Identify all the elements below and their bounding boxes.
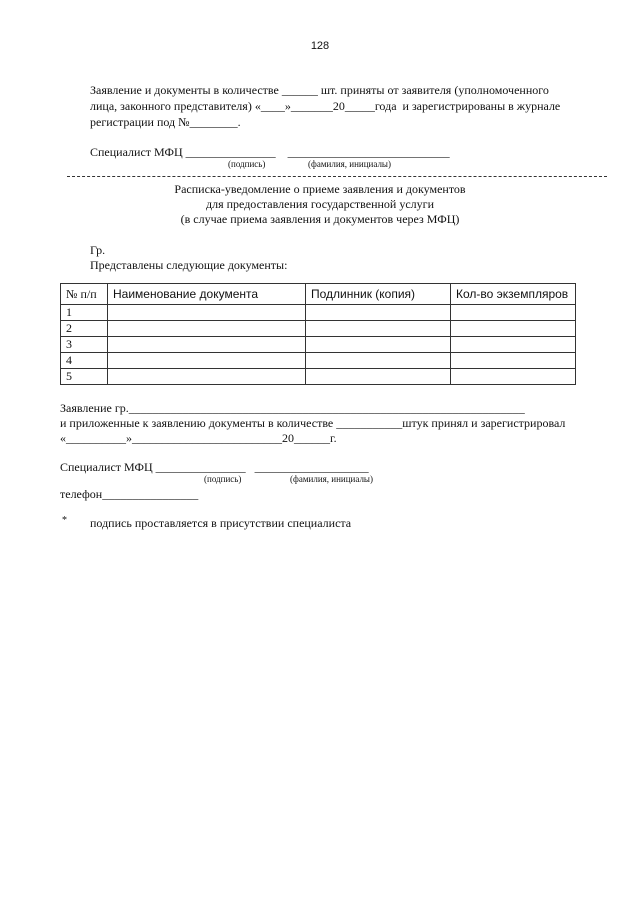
phone-line: телефон________________ bbox=[60, 487, 199, 501]
name-caption: (фамилия, инициалы) bbox=[308, 159, 391, 169]
footnote-mark: * bbox=[62, 515, 67, 526]
cut-line-divider bbox=[67, 176, 607, 177]
row-number: 2 bbox=[61, 321, 108, 337]
page-number: 128 bbox=[310, 40, 330, 52]
cell-original-copy bbox=[306, 305, 451, 321]
cell-copies-count bbox=[451, 369, 576, 385]
statement-line-1: Заявление гр.__________________________________________________________________ bbox=[60, 401, 525, 415]
row-number: 4 bbox=[61, 353, 108, 369]
column-header-copies-count: Кол-во экземпляров bbox=[451, 284, 576, 305]
cell-document-name bbox=[108, 337, 306, 353]
receipt-title-line-3: (в случае приема заявления и документов через МФЦ) bbox=[180, 212, 460, 226]
specialist-signature-line-2: Специалист МФЦ _______________ ___________________ bbox=[60, 460, 369, 474]
cell-copies-count bbox=[451, 305, 576, 321]
column-header-original-copy: Подлинник (копия) bbox=[306, 284, 451, 305]
cell-copies-count bbox=[451, 337, 576, 353]
cell-copies-count bbox=[451, 321, 576, 337]
cell-original-copy bbox=[306, 337, 451, 353]
cell-document-name bbox=[108, 369, 306, 385]
receipt-title-line-2: для предоставления государственной услуги bbox=[205, 197, 435, 211]
cell-copies-count bbox=[451, 353, 576, 369]
table-row bbox=[61, 321, 576, 337]
acceptance-line-3: регистрации под №________. bbox=[90, 115, 241, 129]
signature-caption: (подпись) bbox=[228, 159, 266, 169]
cell-original-copy bbox=[306, 321, 451, 337]
row-number: 3 bbox=[61, 337, 108, 353]
table-row bbox=[61, 369, 576, 385]
table-row bbox=[61, 353, 576, 369]
cell-original-copy bbox=[306, 353, 451, 369]
row-number: 1 bbox=[61, 305, 108, 321]
specialist-signature-line: Специалист МФЦ _______________ ___________________________ bbox=[90, 145, 450, 159]
name-caption-2: (фамилия, инициалы) bbox=[290, 474, 373, 484]
acceptance-line-1: Заявление и документы в количестве ______ шт. приняты от заявителя (уполномоченного bbox=[90, 83, 549, 97]
column-header-document-name: Наименование документа bbox=[108, 284, 306, 305]
row-number: 5 bbox=[61, 369, 108, 385]
documents-table bbox=[60, 283, 576, 385]
documents-intro: Представлены следующие документы: bbox=[90, 258, 288, 272]
statement-line-2: и приложенные к заявлению документы в количестве ___________штук принял и зарегистрировал bbox=[60, 416, 566, 430]
cell-document-name bbox=[108, 353, 306, 369]
footnote-text: подпись проставляется в присутствии специалиста bbox=[90, 516, 352, 530]
table-header-row bbox=[61, 284, 576, 305]
signature-caption-2: (подпись) bbox=[204, 474, 242, 484]
cell-document-name bbox=[108, 321, 306, 337]
acceptance-line-2: лица, законного представителя) «____»_______20_____года и зарегистрированы в журнале bbox=[90, 99, 561, 113]
column-header-number: № п/п bbox=[61, 284, 108, 305]
table-row bbox=[61, 337, 576, 353]
statement-line-3: «__________»_________________________20______г. bbox=[60, 431, 337, 445]
cell-document-name bbox=[108, 305, 306, 321]
receipt-title-line-1: Расписка-уведомление о приеме заявления и документов bbox=[174, 182, 466, 196]
table-row bbox=[61, 305, 576, 321]
cell-original-copy bbox=[306, 369, 451, 385]
addressee-label: Гр. bbox=[90, 243, 106, 257]
